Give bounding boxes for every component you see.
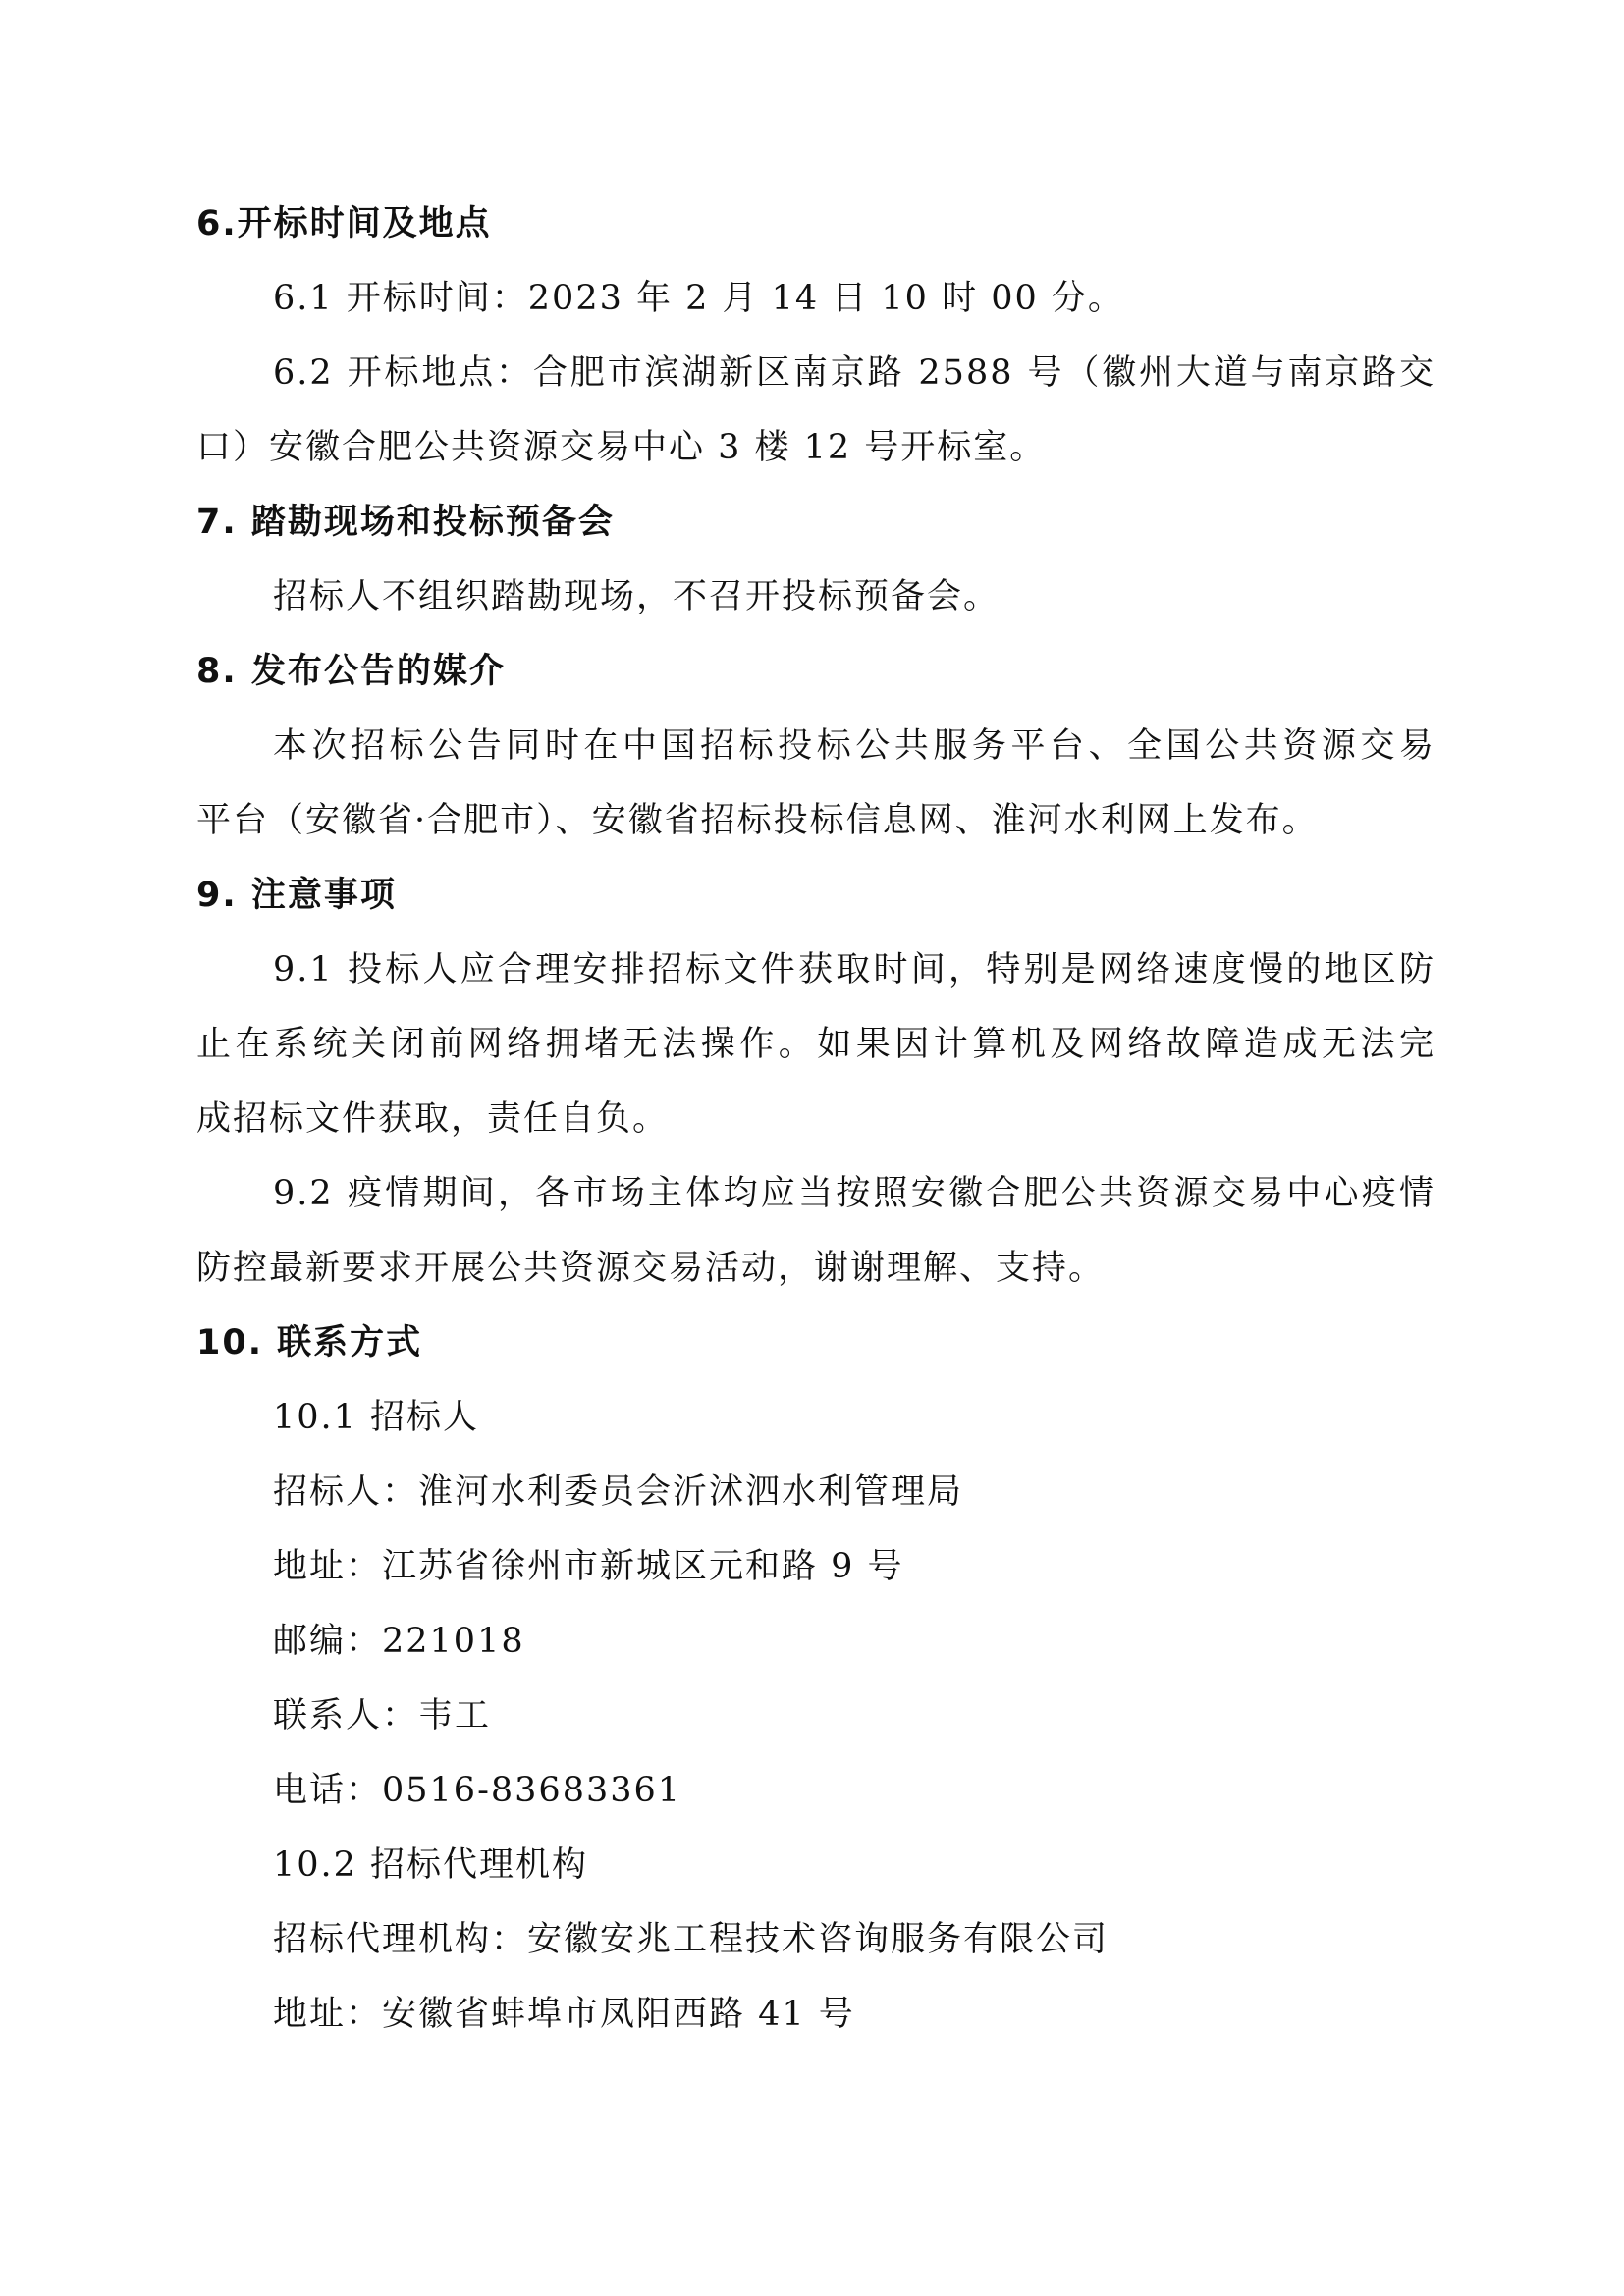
section-6-heading: 6.开标时间及地点 [196, 204, 492, 243]
section-8-heading: 8. 发布公告的媒介 [196, 652, 506, 691]
media-line-2: 平台（安徽省·合肥市）、安徽省招标投标信息网、淮河水利网上发布。 [196, 801, 1319, 840]
notice-9-1-line-3: 成招标文件获取，责任自负。 [196, 1099, 670, 1139]
subsection-tenderer: 10.1 招标人 [273, 1398, 480, 1437]
agency-name: 招标代理机构：安徽安兆工程技术咨询服务有限公司 [273, 1920, 1110, 1959]
notice-9-2-line-1: 9.2 疫情期间，各市场主体均应当按照安徽合肥公共资源交易中心疫情 [273, 1174, 1435, 1213]
tenderer-name: 招标人：淮河水利委员会沂沭泗水利管理局 [273, 1472, 964, 1512]
section-10-heading: 10. 联系方式 [196, 1323, 423, 1362]
tenderer-postcode: 邮编：221018 [273, 1622, 525, 1661]
bid-opening-time: 6.1 开标时间：2023 年 2 月 14 日 10 时 00 分。 [273, 279, 1124, 318]
notice-9-2-line-2: 防控最新要求开展公共资源交易活动，谢谢理解、支持。 [196, 1249, 1106, 1288]
tenderer-contact: 联系人：韦工 [273, 1696, 492, 1735]
agency-address: 地址：安徽省蚌埠市凤阳西路 41 号 [273, 1995, 855, 2034]
section-9-heading: 9. 注意事项 [196, 876, 397, 915]
tenderer-address: 地址：江苏省徐州市新城区元和路 9 号 [273, 1547, 904, 1586]
bid-opening-location-line-1: 6.2 开标地点：合肥市滨湖新区南京路 2588 号（徽州大道与南京路交 [273, 353, 1435, 393]
media-line-1: 本次招标公告同时在中国招标投标公共服务平台、全国公共资源交易 [273, 726, 1435, 766]
notice-9-1-line-2: 止在系统关闭前网络拥堵无法操作。如果因计算机及网络故障造成无法完 [196, 1025, 1435, 1064]
tenderer-phone: 电话：0516-83683361 [273, 1771, 682, 1810]
section-7-heading: 7. 踏勘现场和投标预备会 [196, 503, 615, 542]
document-body [196, 187, 1435, 2052]
subsection-agency: 10.2 招标代理机构 [273, 1845, 589, 1885]
notice-9-1-line-1: 9.1 投标人应合理安排招标文件获取时间，特别是网络速度慢的地区防 [273, 950, 1435, 989]
bid-opening-location-line-2: 口）安徽合肥公共资源交易中心 3 楼 12 号开标室。 [196, 428, 1047, 467]
site-visit-note: 招标人不组织踏勘现场，不召开投标预备会。 [273, 577, 1001, 616]
